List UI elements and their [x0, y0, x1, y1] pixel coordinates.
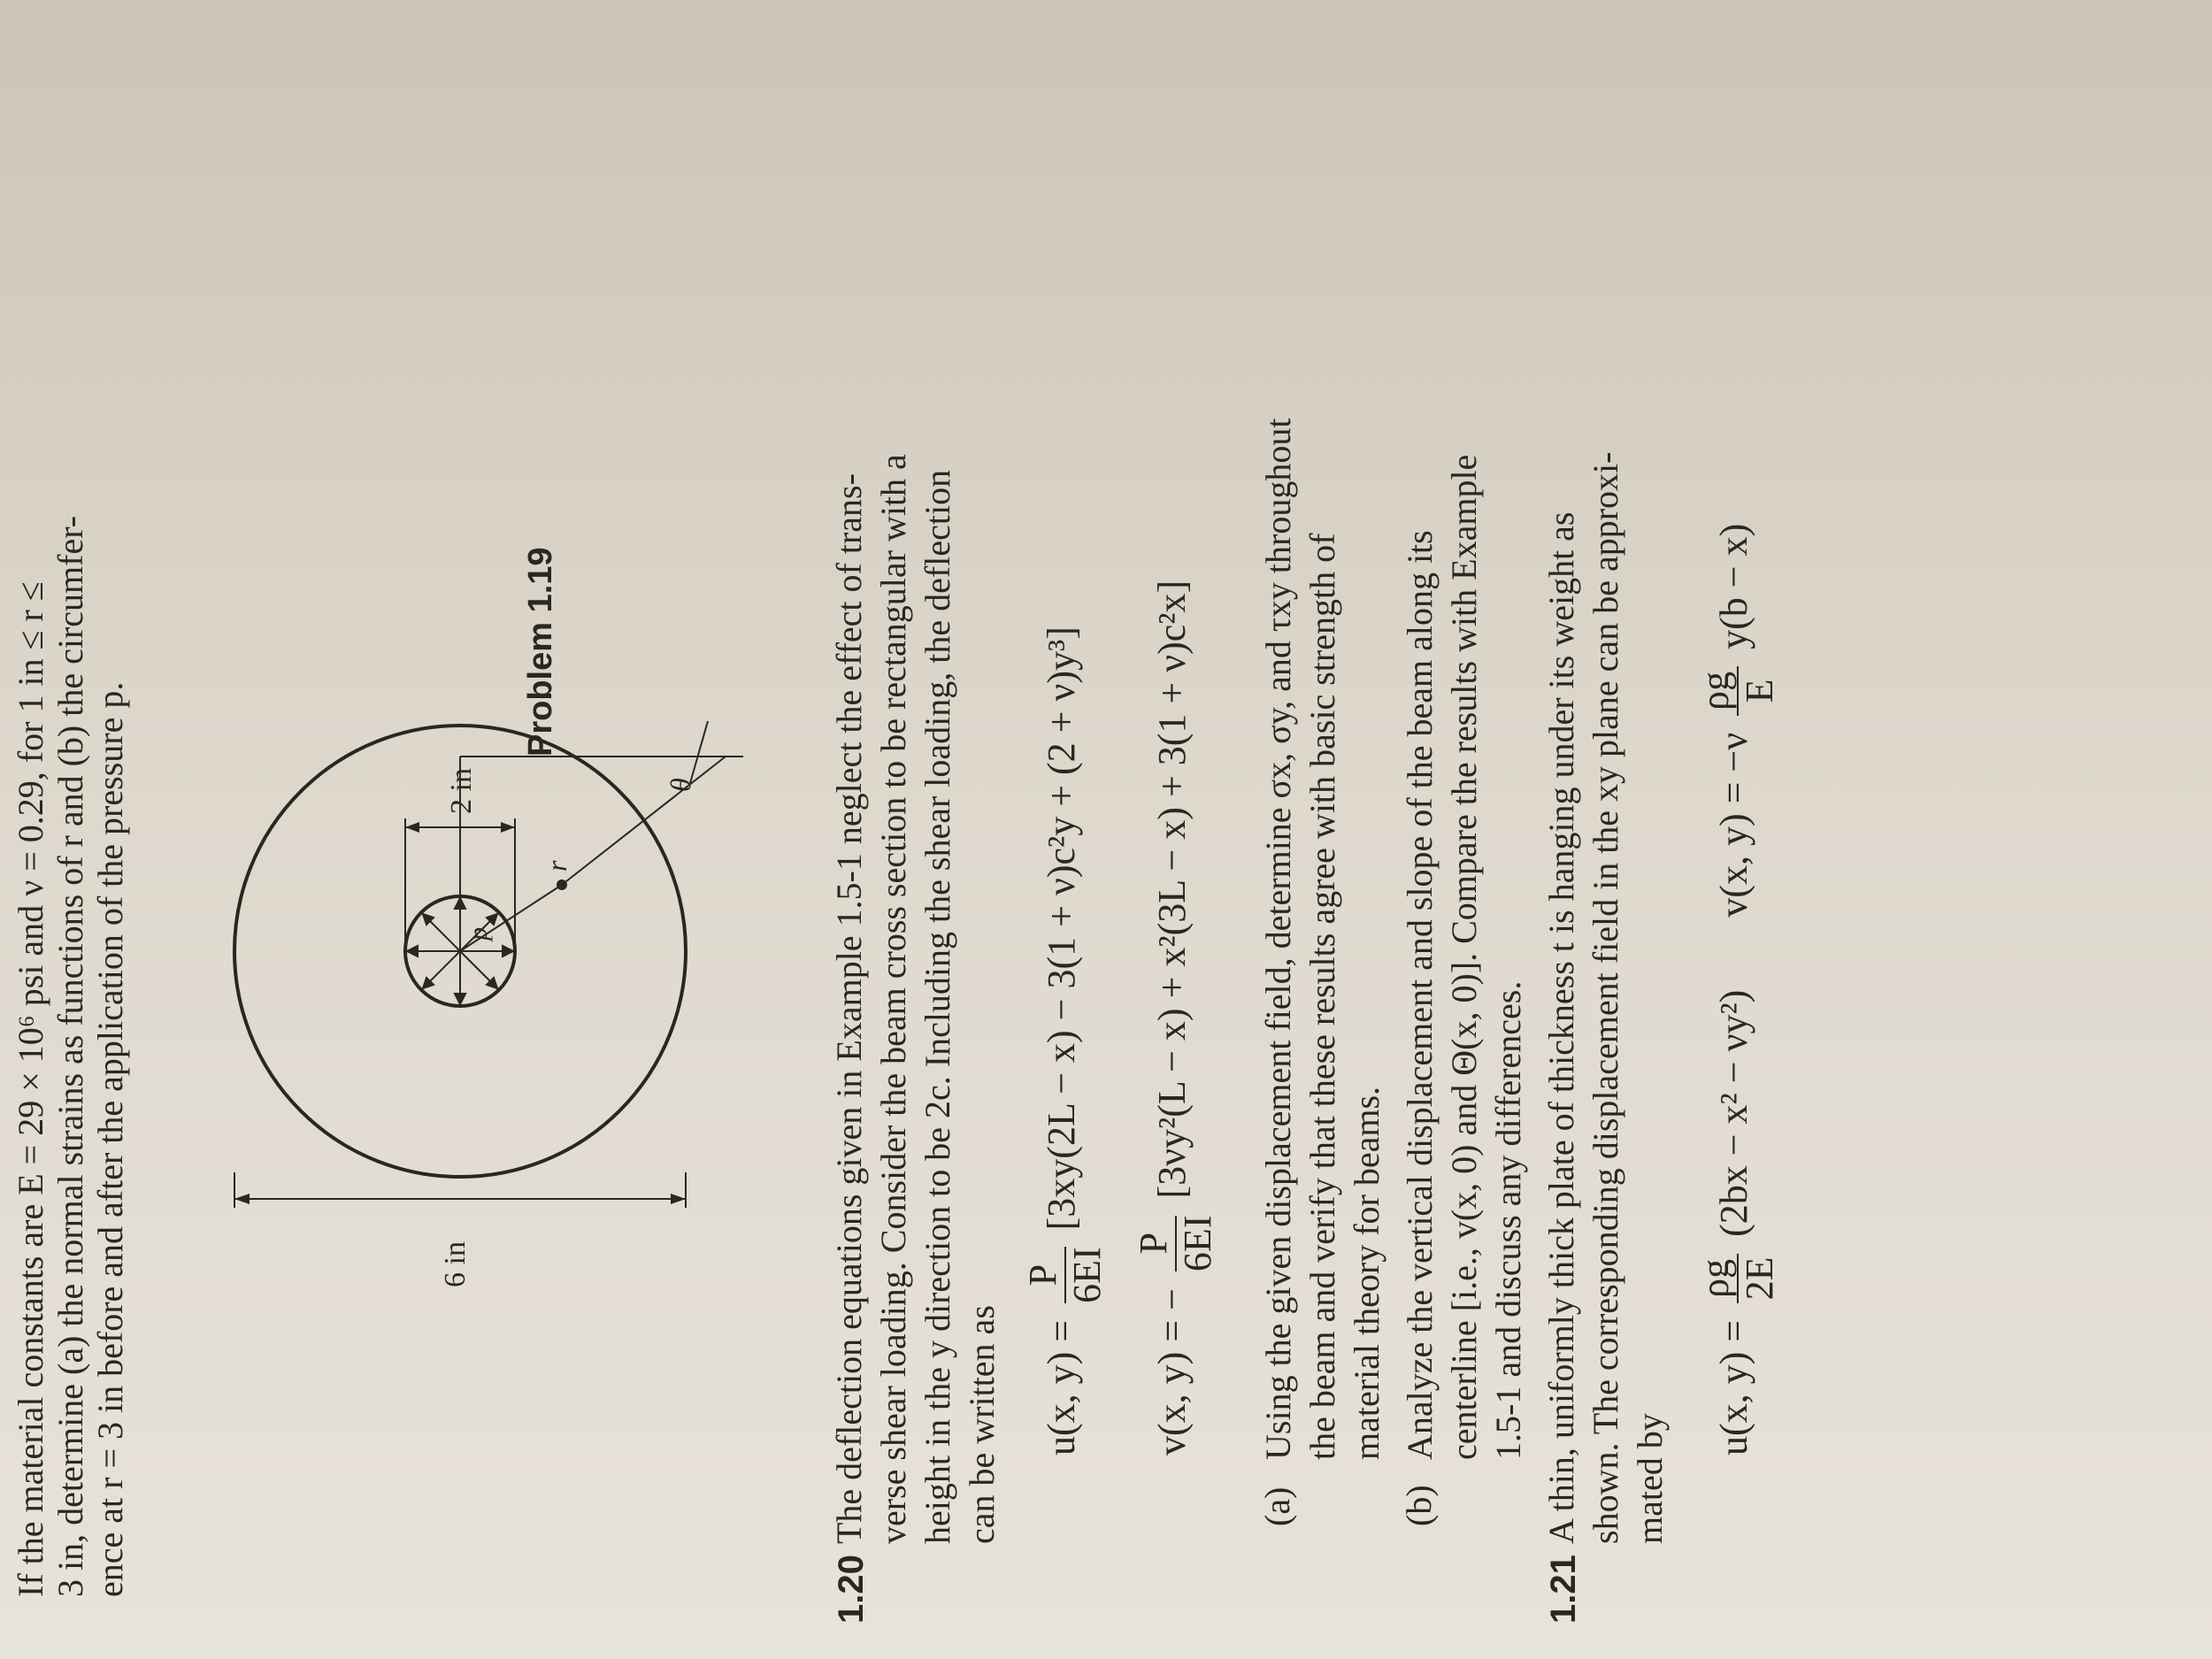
part-a-label: (a): [1257, 1486, 1297, 1526]
eq-v-rhs: [3νy²(L − x) + x²(3L − x) + 3(1 + ν)c²x]: [1150, 580, 1194, 1199]
problem-1-20-line-1: The deflection equations given in Example 1.5-1 neglect the effect of trans-: [829, 473, 869, 1544]
equation-u-1-21: [1694, 524, 1781, 1455]
eq-u-fraction: [1022, 1247, 1109, 1303]
problem-1-21-line-1: A thin, uniformly thick plate of thickness t is hanging under its weight as: [1541, 511, 1581, 1544]
pressure-label: p: [464, 927, 493, 941]
problem-1-20-line-2: verse shear loading. Consider the beam cross section to be rectangular with a: [873, 454, 913, 1544]
eq-v-fraction: [1133, 1216, 1219, 1272]
eq-u-numerator: P: [1022, 1247, 1066, 1303]
inner-dim-label: 2 in: [445, 768, 478, 814]
eq-u21-fraction: [1694, 1254, 1781, 1303]
part-b-line-2: centerline [i.e., v(x, 0) and Θ(x, 0)]. Compare the results with Example: [1444, 454, 1484, 1460]
intro-line-2: 3 in, determine (a) the normal strains as functions of r and (b) the circumfer-: [50, 515, 90, 1597]
eq-v21-numerator: ρg: [1694, 666, 1739, 716]
problem-1-21-line-3: mated by: [1630, 1413, 1670, 1544]
problem-1-20-line-3: height in the y direction to be 2c. Including the shear loading, the deflection: [918, 469, 957, 1544]
part-a-line-1: Using the given displacement field, determine σx, σy, and τxy throughout: [1258, 418, 1298, 1460]
part-a-line-3: material theory for beams.: [1347, 1086, 1386, 1460]
figure-caption: Problem 1.19: [522, 547, 559, 757]
problem-1-19-figure: [159, 226, 761, 1553]
eq-u-lhs: u(x, y) =: [1040, 1319, 1084, 1455]
eq-u-rhs: [3xy(2L − x) − 3(1 + ν)c²y + (2 + ν)y³]: [1040, 626, 1084, 1231]
eq-v21-denominator: E: [1738, 679, 1781, 703]
part-a-line-2: the beam and verify that these results agree with basic strength of: [1302, 533, 1342, 1460]
intro-line-1: If the material constants are E = 29 × 10⁶ psi and ν = 0.29, for 1 in ≤ r ≤: [11, 581, 50, 1597]
eq-v21-fraction: [1694, 666, 1781, 716]
equation-v-1-20: [1133, 580, 1219, 1455]
outer-dim-label: 6 in: [439, 1241, 472, 1287]
eq-u21-denominator: 2E: [1738, 1256, 1781, 1301]
eq-v21-rhs: y(b − x): [1712, 523, 1756, 649]
equation-u-1-20: [1022, 626, 1109, 1455]
eq-u21-lhs: u(x, y) =: [1712, 1319, 1756, 1455]
theta-label: θ: [664, 778, 696, 792]
eq-v21-lhs: v(x, y) = −ν: [1712, 732, 1756, 918]
eq-v-numerator: P: [1133, 1216, 1177, 1272]
problem-1-21-line-2: shown. The corresponding displacement field in the xy plane can be approxi-: [1586, 451, 1625, 1544]
problem-1-20-line-4: can be written as: [962, 1305, 1002, 1544]
problem-1-21-number: 1.21: [1544, 1555, 1583, 1624]
part-b-line-1: Analyze the vertical displacement and slope of the beam along its: [1400, 530, 1440, 1460]
eq-u-denominator: 6EI: [1065, 1247, 1109, 1303]
eq-u21-numerator: ρg: [1694, 1254, 1739, 1303]
intro-line-3: ence at r = 3 in before and after the application of the pressure p.: [90, 681, 130, 1597]
eq-v-lhs: v(x, y) = −: [1150, 1288, 1194, 1455]
eq-v-denominator: 6EI: [1176, 1215, 1219, 1272]
radius-label: r: [541, 860, 572, 872]
radius-line: [460, 885, 562, 951]
part-b-line-3: 1.5-1 and discuss any differences.: [1488, 980, 1528, 1460]
eq-u21-rhs: (2bx − x² − νy²): [1712, 989, 1756, 1237]
part-b-label: (b): [1399, 1485, 1439, 1526]
problem-1-20-number: 1.20: [832, 1555, 871, 1624]
